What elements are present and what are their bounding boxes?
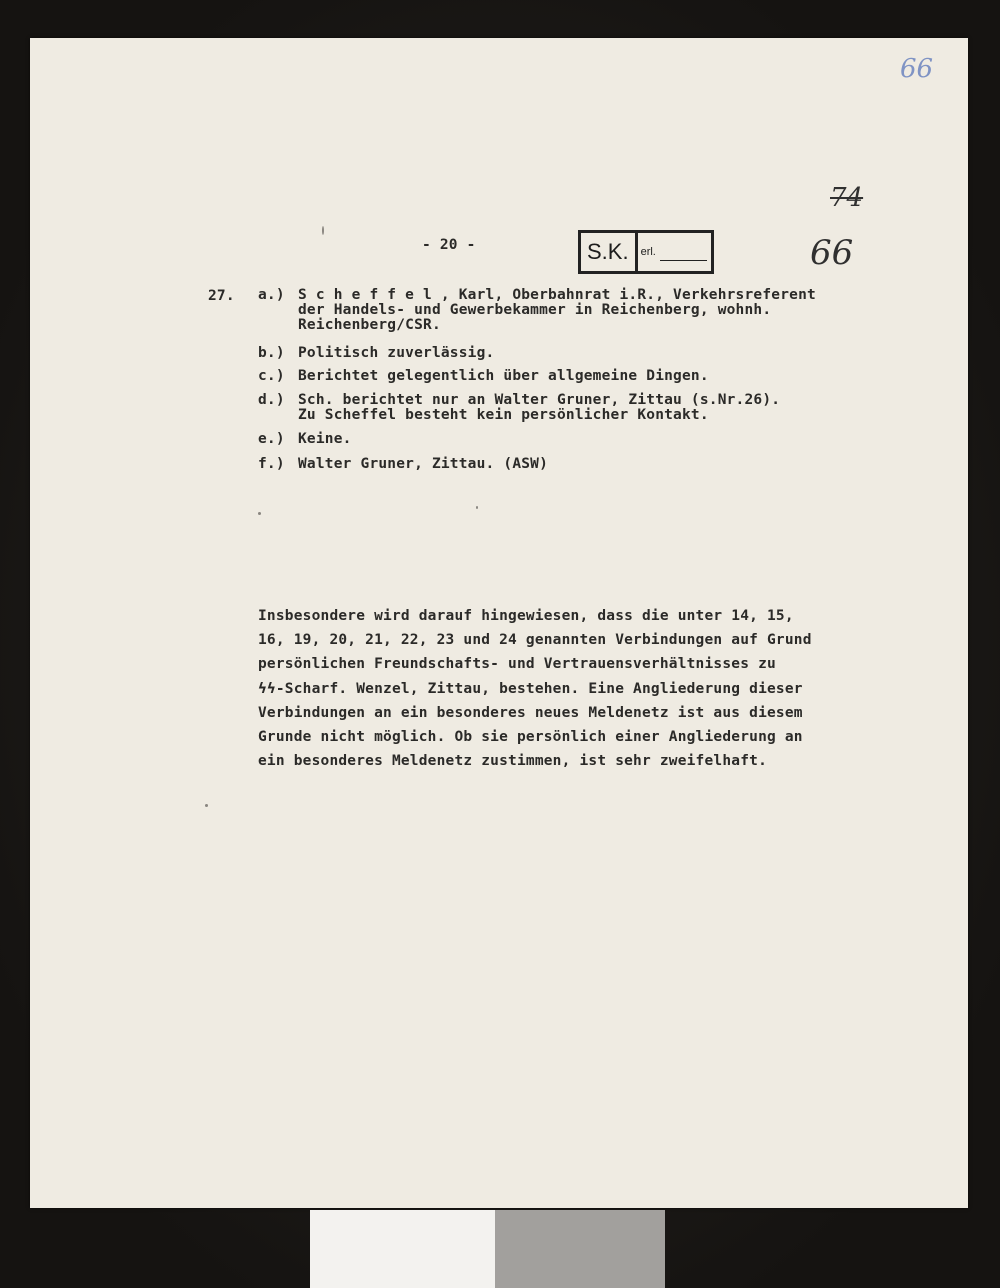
entry-item-b	[258, 346, 918, 361]
item-label: d.)	[258, 392, 285, 408]
page-number: - 20 -	[422, 237, 476, 253]
entry-item-e	[258, 432, 918, 447]
handwritten-folio-number: 66	[810, 233, 854, 273]
item-label: f.)	[258, 456, 285, 472]
item-text: Berichtet gelegentlich über allgemeine Dingen.	[298, 368, 709, 384]
item-label: c.)	[258, 368, 285, 384]
paragraph-line: Insbesondere wird darauf hingewiesen, dass die unter 14, 15,	[258, 608, 794, 624]
item-label: b.)	[258, 345, 285, 361]
entry-item-d	[258, 393, 918, 423]
item-label: e.)	[258, 431, 285, 447]
paragraph-line: Verbindungen an ein besonderes neues Meldenetz ist aus diesem	[258, 704, 803, 721]
crossed-out-folio-number: 74	[830, 183, 864, 213]
item-text: Sch. berichtet nur an Walter Gruner, Zittau (s.Nr.26). Zu Scheffel besteht kein persönlicher Kontakt.	[298, 392, 781, 423]
item-text: Politisch zuverlässig.	[298, 345, 495, 361]
paper-speck	[205, 804, 208, 807]
entry-item-a	[258, 288, 918, 333]
paragraph-line: ein besonderes Meldenetz zustimmen, ist sehr zweifelhaft.	[258, 753, 767, 770]
entry-number: 27.	[208, 288, 235, 304]
document-page	[30, 38, 968, 1208]
paragraph-line: 16, 19, 20, 21, 22, 23 und 24 genannten Verbindungen auf Grund	[258, 632, 812, 649]
item-text: Keine.	[298, 431, 352, 447]
closing-paragraph	[258, 604, 898, 773]
item-label: a.)	[258, 287, 285, 303]
pencil-folio-number: 66	[900, 54, 934, 84]
stamp-main-text: S.K.	[581, 233, 638, 271]
sk-stamp	[578, 230, 714, 274]
paper-speck	[258, 512, 261, 515]
item-text: Walter Gruner, Zittau. (ASW)	[298, 456, 549, 472]
calibration-strip-gray	[495, 1210, 665, 1288]
calibration-strip-white	[310, 1210, 495, 1288]
item-text: S c h e f f e l , Karl, Oberbahnrat i.R., Verkehrsreferent der Handels- und Gewerbekammer in Reichenberg, wohnh. Reichenberg/CSR.	[298, 287, 816, 333]
paper-speck	[322, 226, 324, 235]
paragraph-line: ϟϟ-Scharf. Wenzel, Zittau, bestehen. Eine Angliederung dieser	[258, 680, 803, 697]
entry-item-f	[258, 457, 918, 472]
paragraph-line: Grunde nicht möglich. Ob sie persönlich einer Angliederung an	[258, 729, 803, 746]
entry-item-c	[258, 369, 918, 384]
paper-speck	[476, 506, 478, 509]
stamp-sub-text: erl.	[638, 233, 711, 271]
paragraph-line: persönlichen Freundschafts- und Vertrauensverhältnisses zu	[258, 656, 776, 673]
